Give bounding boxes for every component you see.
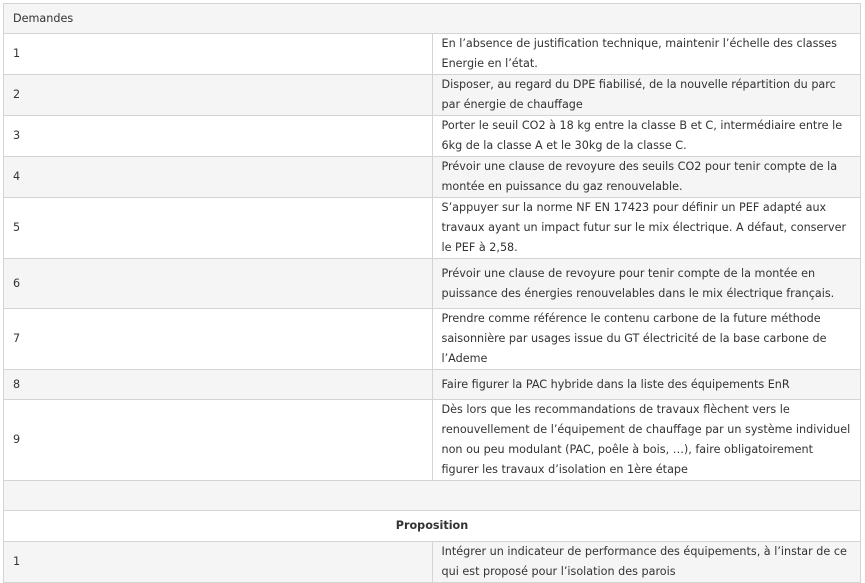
row-number: 4	[4, 157, 433, 198]
proposition-header: Proposition	[4, 511, 861, 542]
demandes-header: Demandes	[4, 4, 861, 34]
row-text: Porter le seuil CO2 à 18 kg entre la classe B et C, intermédiaire entre le 6kg de la classe A et le 30kg de la classe C.	[432, 116, 861, 157]
row-text: Prévoir une clause de revoyure des seuils CO2 pour tenir compte de la montée en puissance du gaz renouvelable.	[432, 157, 861, 198]
row-number: 6	[4, 259, 433, 309]
spacer-cell	[4, 481, 861, 511]
row-number: 7	[4, 309, 433, 370]
row-number: 1	[4, 542, 433, 583]
row-number: 9	[4, 400, 433, 481]
table-header-row	[4, 4, 861, 34]
row-text: Intégrer un indicateur de performance des équipements, à l’instar de ce qui est proposé pour l’isolation des parois	[432, 542, 861, 583]
table-row	[4, 400, 861, 481]
table-row	[4, 116, 861, 157]
row-text: Dès lors que les recommandations de travaux flèchent vers le renouvellement de l’équipement de chauffage par un système individuel non ou peu modulant (PAC, poêle à bois, …), faire obligatoirement figurer les travaux d’isolation en 1ère étape	[432, 400, 861, 481]
table-row	[4, 370, 861, 400]
table-row	[4, 198, 861, 259]
spacer-row	[4, 481, 861, 511]
proposition-header-row	[4, 511, 861, 542]
demandes-table	[3, 3, 861, 583]
table-row	[4, 309, 861, 370]
table-row	[4, 542, 861, 583]
row-text: Prendre comme référence le contenu carbone de la future méthode saisonnière par usages issue du GT électricité de la base carbone de l’Ademe	[432, 309, 861, 370]
table-row	[4, 259, 861, 309]
row-number: 3	[4, 116, 433, 157]
row-text: Prévoir une clause de revoyure pour tenir compte de la montée en puissance des énergies renouvelables dans le mix électrique français.	[432, 259, 861, 309]
row-number: 1	[4, 34, 433, 75]
row-text: Faire figurer la PAC hybride dans la liste des équipements EnR	[432, 370, 861, 400]
row-text: Disposer, au regard du DPE fiabilisé, de la nouvelle répartition du parc par énergie de chauffage	[432, 75, 861, 116]
row-text: En l’absence de justification technique, maintenir l’échelle des classes Energie en l’état.	[432, 34, 861, 75]
table-row	[4, 75, 861, 116]
table-row	[4, 157, 861, 198]
row-number: 5	[4, 198, 433, 259]
row-number: 2	[4, 75, 433, 116]
row-text: S’appuyer sur la norme NF EN 17423 pour définir un PEF adapté aux travaux ayant un impact futur sur le mix électrique. A défaut, conserver le PEF à 2,58.	[432, 198, 861, 259]
row-number: 8	[4, 370, 433, 400]
table-row	[4, 34, 861, 75]
